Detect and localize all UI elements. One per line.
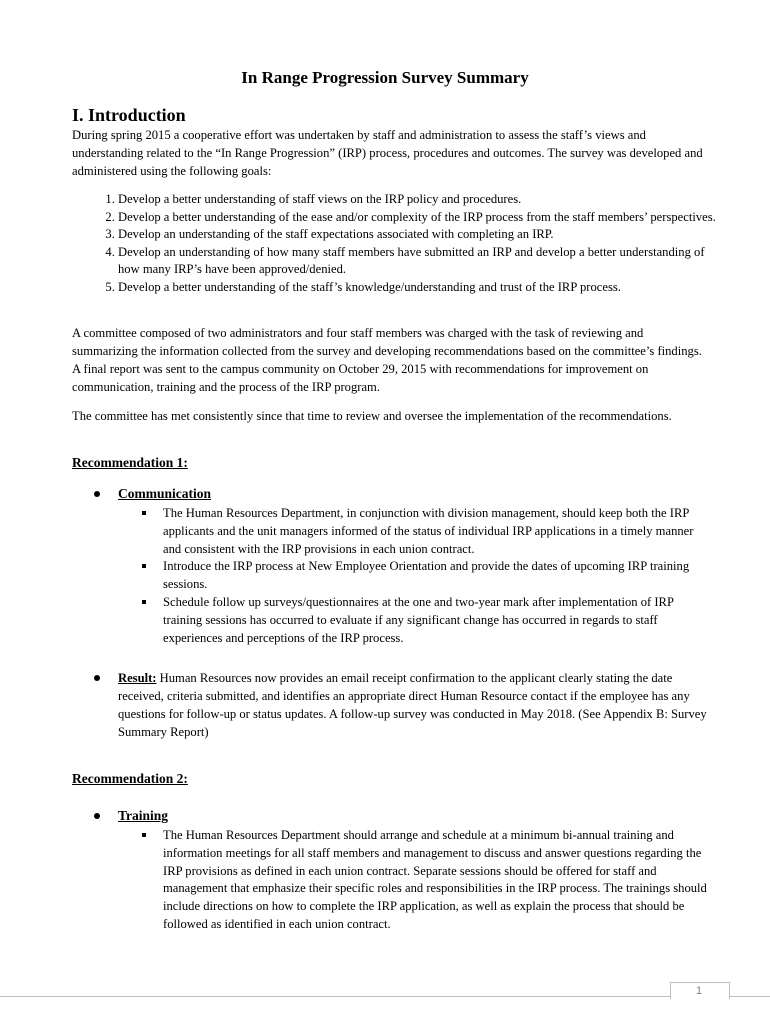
list-item-text: Introduce the IRP process at New Employee Orientation and provide the dates of upcoming IRP training sessions. xyxy=(163,559,690,592)
page-number: 1 xyxy=(695,985,703,997)
recommendation-1-items xyxy=(90,505,710,647)
intro-paragraph: During spring 2015 a cooperative effort was undertaken by staff and administration to assess the staff’s views and understanding related to the “In Range Progression” (IRP) process, procedures and outcomes. The survey was developed and administered using the following goals: xyxy=(72,128,703,178)
footer-divider xyxy=(0,996,770,997)
list-item xyxy=(135,594,710,647)
section-heading-introduction: I. Introduction xyxy=(72,105,186,125)
recommendation-2-topic-row xyxy=(90,807,710,825)
goal-item: 3. Develop an understanding of the staff expectations associated with completing an IRP. xyxy=(118,226,718,244)
goal-item: 5. Develop a better understanding of the staff’s knowledge/understanding and trust of the IRP process. xyxy=(118,279,718,297)
result-label: Result: xyxy=(118,671,157,685)
goals-list xyxy=(72,191,718,297)
committee-paragraph: A committee composed of two administrators and four staff members was charged with the task of reviewing and summarizing the information collected from the survey and developing recommendations based on the committee’s findings. A final report was sent to the campus community on October 29, 2015 with recommendations for improvement on communication, training and the process of the IRP program. xyxy=(72,326,702,394)
list-item xyxy=(135,827,710,934)
recommendation-1-heading: Recommendation 1: xyxy=(72,455,188,470)
result-text: Human Resources now provides an email receipt confirmation to the applicant clearly stating the date received, criteria submitted, and identifies an appropriate direct Human Resource contact if the employee has any questions for follow-up or status updates. A follow-up survey was conducted in May 2018. (See Appendix B: Survey Summary Report) xyxy=(118,671,707,739)
recommendation-2-topic: Training xyxy=(118,808,169,823)
bullet-icon xyxy=(94,491,100,497)
square-bullet-icon xyxy=(142,833,146,837)
square-bullet-icon xyxy=(142,600,146,604)
list-item-text: The Human Resources Department should arrange and schedule at a minimum bi-annual training and information meetings for all staff members and management to discuss and answer questions regarding the IRP provisions as defined in each union contract. Separate sessions should be offered for staff and management that emphasize their specific roles and responsibilities in the IRP process. The trainings should include directions on how to complete the IRP application, as well as explain the process that should be followed as identified in each union contract. xyxy=(163,828,707,931)
recommendation-1-topic: Communication xyxy=(118,486,212,501)
recommendation-2-items xyxy=(90,827,710,934)
square-bullet-icon xyxy=(142,511,146,515)
list-item-text: Schedule follow up surveys/questionnaires at the one and two-year mark after implementation of IRP training sessions has occurred to evaluate if any significant change has occurred in regards to staff experiences and perceptions of the IRP process. xyxy=(163,594,674,645)
met-paragraph: The committee has met consistently since that time to review and oversee the implementation of the recommendations. xyxy=(72,409,672,423)
goal-item: 1. Develop a better understanding of staff views on the IRP policy and procedures. xyxy=(118,191,718,209)
goal-item: 4. Develop an understanding of how many staff members have submitted an IRP and develop a better understanding of how many IRP’s have been approved/denied. xyxy=(118,244,718,279)
recommendation-1-result xyxy=(90,669,710,741)
goal-item: 2. Develop a better understanding of the ease and/or complexity of the IRP process from the staff members’ perspectives. xyxy=(118,209,718,227)
document-title: In Range Progression Survey Summary xyxy=(241,68,529,87)
list-item xyxy=(135,505,710,558)
square-bullet-icon xyxy=(142,564,146,568)
result-row xyxy=(90,669,710,741)
recommendation-2-heading: Recommendation 2: xyxy=(72,771,188,786)
recommendation-1-block xyxy=(90,485,710,647)
list-item xyxy=(135,558,710,594)
recommendation-2-block xyxy=(90,807,710,934)
list-item-text: The Human Resources Department, in conjunction with division management, should keep both the IRP applicants and the unit managers informed of the status of individual IRP applications in a timely manner and consistent with the IRP provisions in each union contract. xyxy=(163,506,694,556)
bullet-icon xyxy=(94,813,100,819)
bullet-icon xyxy=(94,675,100,681)
recommendation-1-topic-row xyxy=(90,485,710,503)
